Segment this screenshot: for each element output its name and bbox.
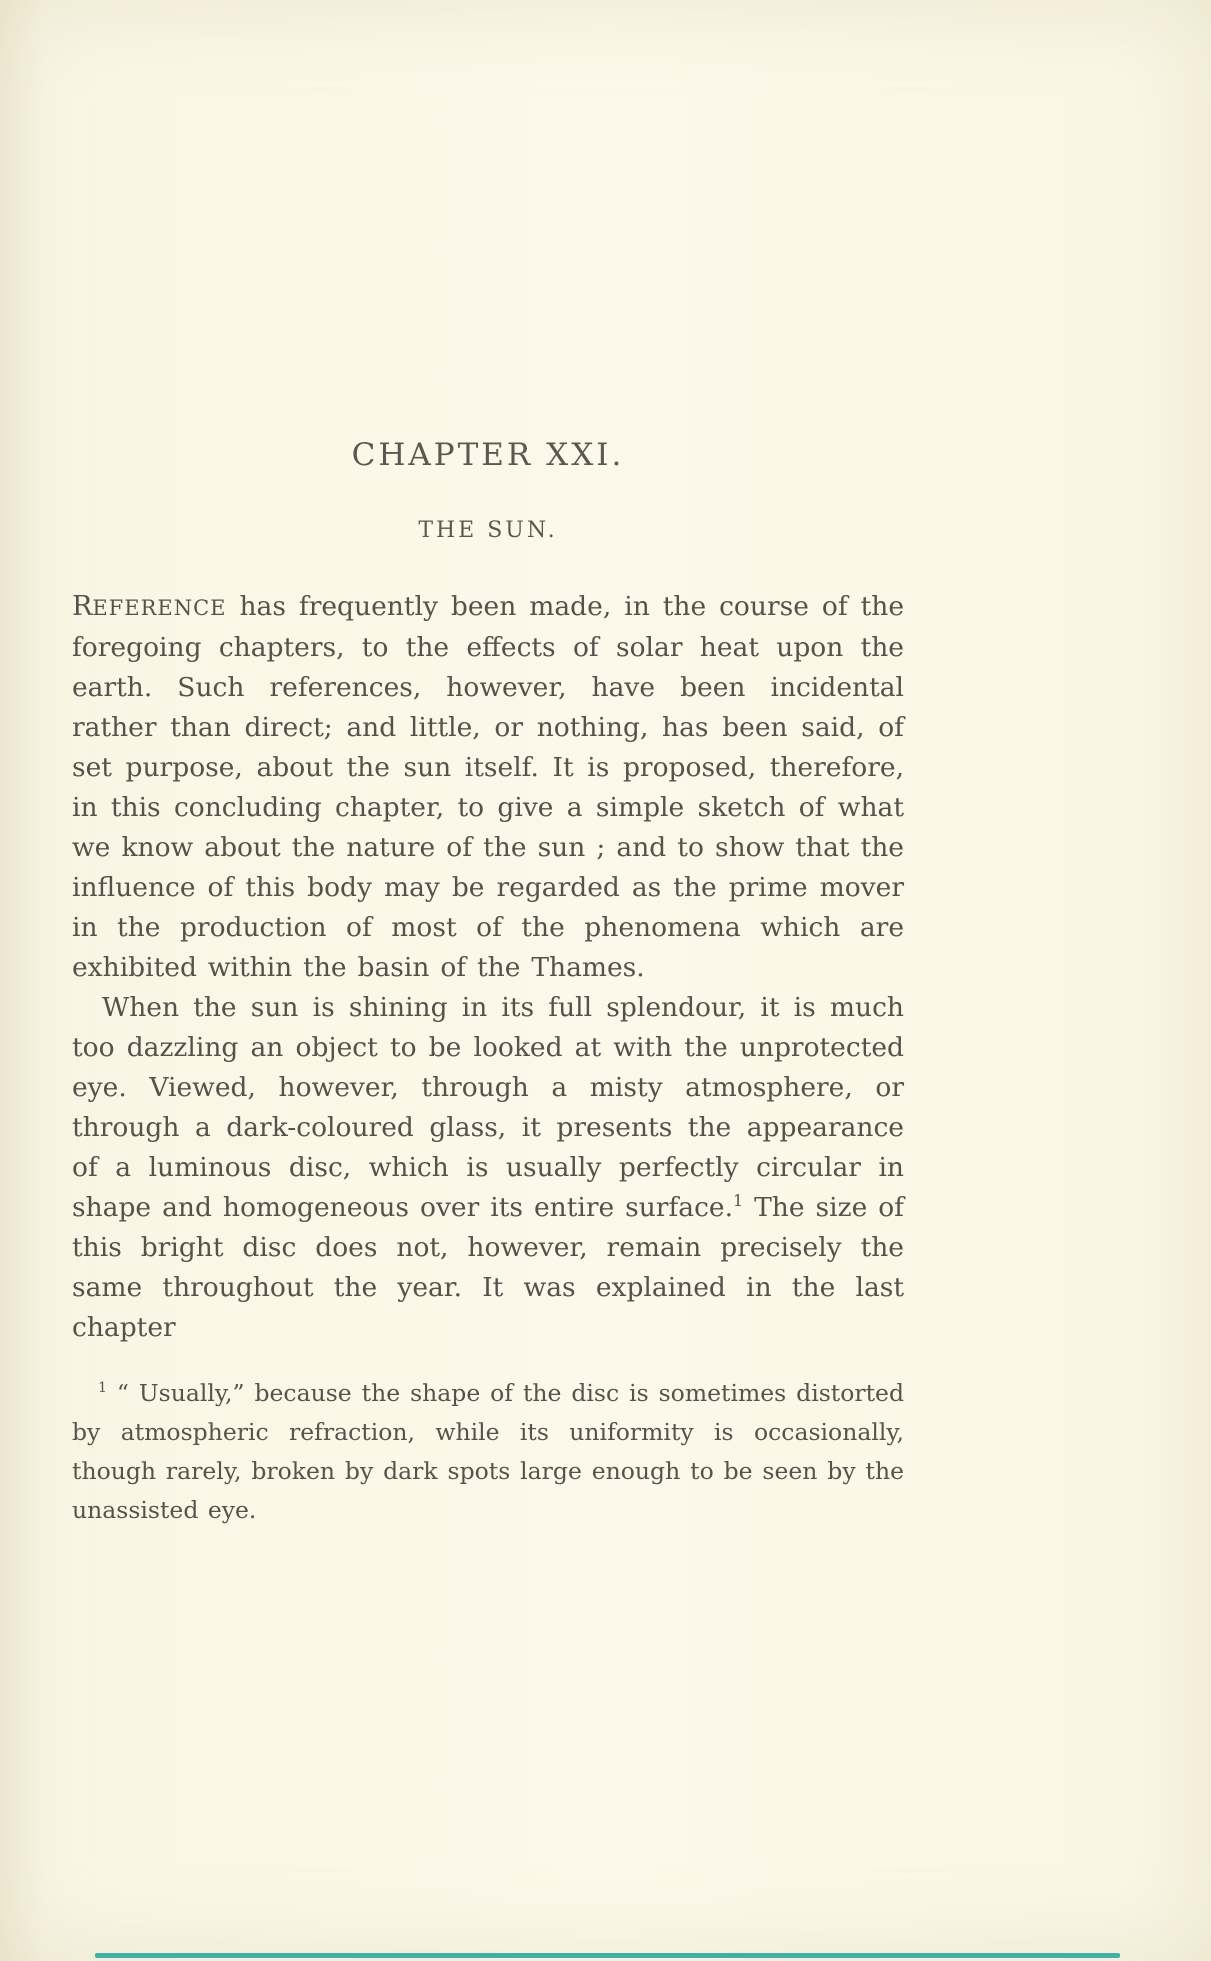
lead-initial: R (72, 591, 93, 622)
page-content (72, 0, 904, 1530)
paragraph-2 (72, 988, 904, 1348)
footnote-reference-marker: 1 (733, 1191, 744, 1211)
footnote-text: “ Usually,” because the shape of the disc is sometimes distorted by atmospheric refraction, while its uniformity is occasionally, though rarely, broken by dark spots large enough to be seen by the unassisted eye. (72, 1379, 904, 1524)
paragraph-1-text: has frequently been made, in the course of the foregoing chapters, to the effects of solar heat upon the earth. Such references, however, have been incidental rather than direct; and little, or nothing, has been said, of set purpose, about the sun itself. It is proposed, therefore, in this concluding chapter, to give a simple sketch of what we know about the nature of the sun ; and to show that the influence of this body may be regarded as the prime mover in the production of most of the phenomena which are exhibited within the basin of the Thames. (72, 591, 904, 983)
scan-artifact-line (95, 1953, 1120, 1958)
lead-smallcaps: EFERENCE (92, 596, 227, 620)
section-heading: THE SUN. (418, 518, 558, 543)
footnote (72, 1374, 904, 1530)
footnote-marker: 1 (98, 1380, 107, 1397)
paragraph-1 (72, 587, 904, 988)
body-text (72, 587, 904, 1348)
paragraph-2-continued: The size of this bright disc does not, however, remain precisely the same throughout the year. It was explained in the last chapter (72, 1192, 904, 1343)
paragraph-2-text: When the sun is shining in its full splendour, it is much too dazzling an object to be looked at with the unprotected eye. Viewed, however, through a misty atmosphere, or through a dark-coloured glass, it presents the appearance of a luminous disc, which is usually perfectly circular in shape and homogeneous over its entire surface. (72, 992, 904, 1223)
chapter-heading: CHAPTER XXI. (351, 437, 625, 473)
